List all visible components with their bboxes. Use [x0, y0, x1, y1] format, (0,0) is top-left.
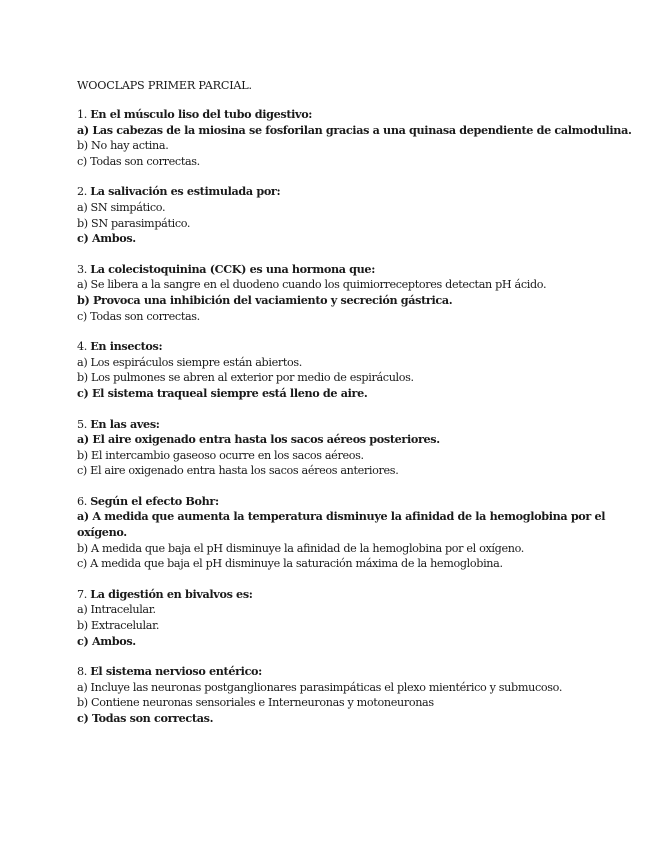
answer-option: c) Todas son correctas. — [77, 154, 200, 168]
answer-option: b) Los pulmones se abren al exterior por medio de espiráculos. — [77, 371, 414, 385]
answer-option: c) A medida que baja el pH disminuye la saturación máxima de la hemoglobina. — [77, 557, 503, 571]
answer-option-correct: c) Todas son correctas. — [77, 711, 214, 725]
answer-option: b) No hay actina. — [77, 139, 169, 153]
question-text: En el músculo liso del tubo digestivo: — [90, 107, 313, 121]
answer-option-correct: c) Ambos. — [77, 231, 136, 246]
answer-option-correct: a) Las cabezas de la miosina se fosforilan gracias a una quinasa dependiente de calmodulina. — [77, 122, 632, 137]
answer-option: c) El aire oxigenado entra hasta los sacos aéreos anteriores. — [77, 464, 399, 478]
answer-option: c) Todas son correctas. — [77, 309, 200, 323]
question-text: Según el efecto Bohr: — [90, 493, 219, 508]
question-block — [77, 339, 637, 401]
answer-option-correct: a) A medida que aumenta la temperatura disminuye la afinidad de la hemoglobina por el oxígeno. — [77, 509, 606, 540]
question-text: En las aves: — [90, 416, 160, 431]
answer-option: b) Extracelular. — [77, 619, 160, 633]
question-block — [77, 494, 637, 572]
answer-option-correct: a) El aire oxigenado entra hasta los sacos aéreos posteriores. — [77, 432, 440, 447]
question-block — [77, 664, 637, 726]
question-heading — [77, 339, 637, 355]
question-block — [77, 107, 637, 169]
question-number: 8. — [77, 665, 87, 679]
question-list — [77, 107, 637, 727]
answer-option: a) Incluye las neuronas postganglionares parasimpáticas el plexo mientérico y submucoso. — [77, 680, 563, 694]
answer-option: b) Contiene neuronas sensoriales e Interneuronas y motoneuronas — [77, 696, 434, 710]
answer-option: b) SN parasimpático. — [77, 216, 191, 230]
question-number: 2. — [77, 185, 87, 199]
question-block — [77, 417, 637, 479]
question-heading — [77, 587, 637, 603]
question-heading — [77, 262, 637, 278]
answer-option: a) Los espiráculos siempre están abiertos. — [77, 355, 302, 369]
question-text: En insectos: — [90, 339, 163, 354]
question-text: La salivación es estimulada por: — [90, 184, 281, 199]
answer-option: b) A medida que baja el pH disminuye la afinidad de la hemoglobina por el oxígeno. — [77, 541, 524, 555]
question-block — [77, 587, 637, 649]
answer-option: a) SN simpático. — [77, 200, 166, 214]
question-heading — [77, 417, 637, 433]
question-number: 1. — [77, 108, 87, 121]
question-text: La digestión en bivalvos es: — [90, 586, 253, 601]
question-text: El sistema nervioso entérico: — [90, 664, 262, 679]
document-page — [77, 78, 637, 742]
answer-option: b) El intercambio gaseoso ocurre en los sacos aéreos. — [77, 448, 364, 462]
question-number: 3. — [77, 262, 87, 276]
question-heading — [77, 664, 637, 680]
document-title: WOOCLAPS PRIMER PARCIAL. — [77, 79, 252, 92]
answer-option-correct: b) Provoca una inhibición del vaciamiento y secreción gástrica. — [77, 292, 453, 307]
question-block — [77, 184, 637, 246]
question-number: 6. — [77, 494, 87, 508]
question-block — [77, 262, 637, 324]
answer-option-correct: c) El sistema traqueal siempre está lleno de aire. — [77, 385, 368, 400]
question-heading — [77, 107, 637, 123]
question-number: 7. — [77, 587, 87, 601]
question-number: 5. — [77, 417, 87, 431]
answer-option: a) Intracelular. — [77, 603, 156, 617]
question-heading — [77, 184, 637, 200]
answer-option-correct: c) Ambos. — [77, 633, 136, 648]
answer-option: a) Se libera a la sangre en el duodeno cuando los quimiorreceptores detectan pH ácido. — [77, 278, 547, 292]
question-text: La colecistoquinina (CCK) es una hormona que: — [90, 261, 375, 276]
question-number: 4. — [77, 340, 87, 354]
question-heading — [77, 494, 637, 510]
